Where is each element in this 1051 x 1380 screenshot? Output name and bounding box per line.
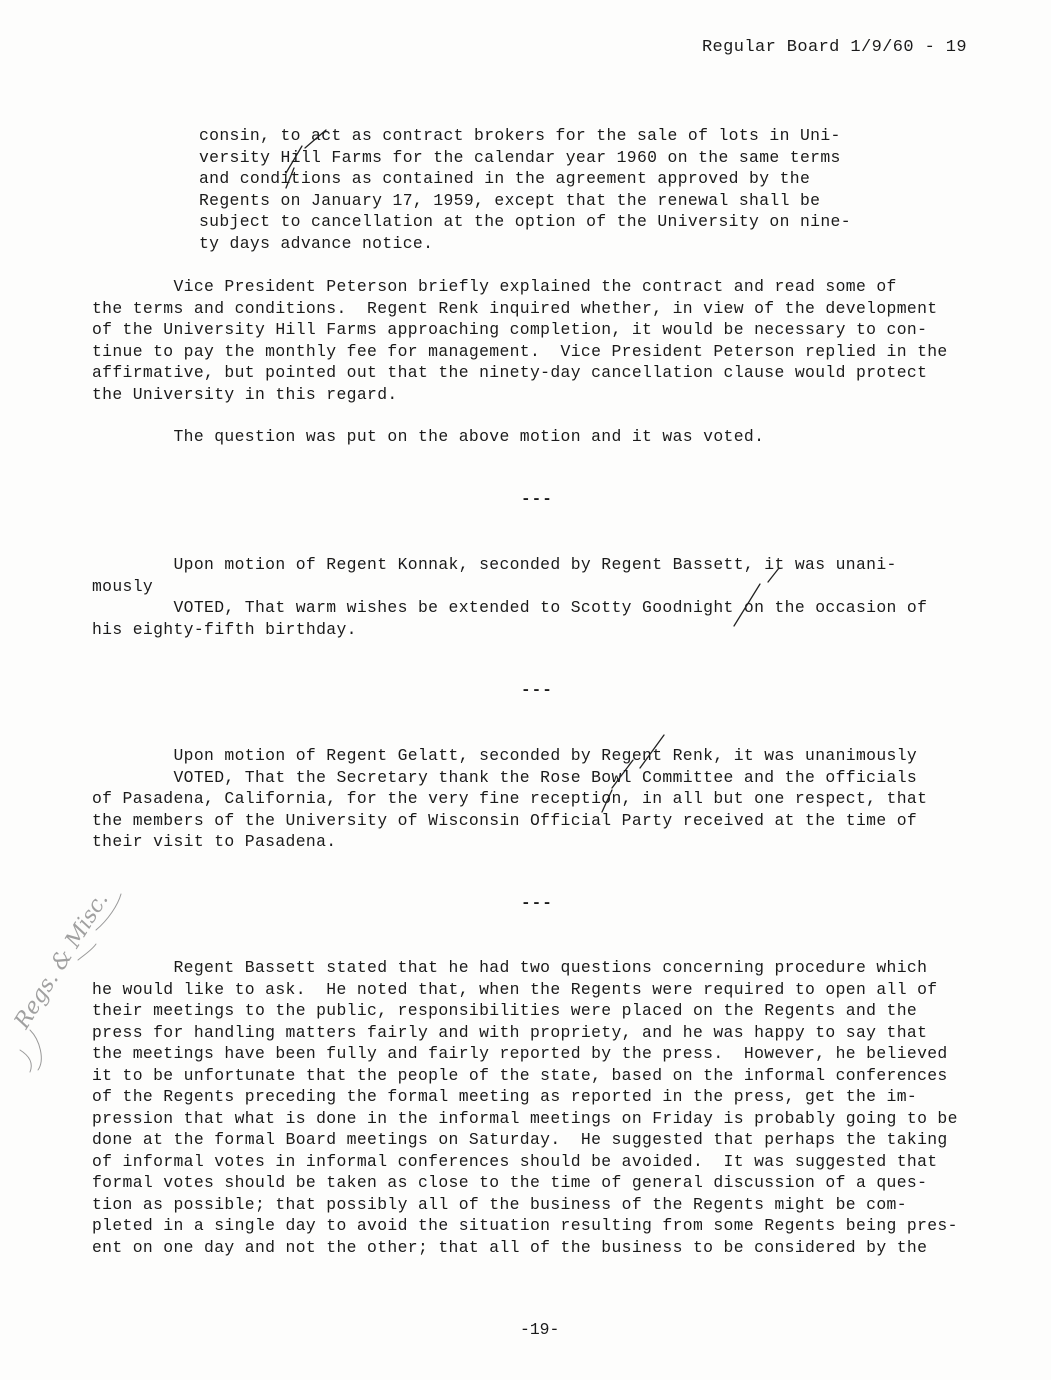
margin-scribble	[30, 1030, 41, 1070]
handwritten-margin-note: Regs. & Misc.	[10, 887, 114, 1034]
paragraph-contract-brokers: consin, to act as contract brokers for the sale of lots in Uni- versity Hill Farms for the calendar year 1960 on the same terms and conditions as contained in the agreement approved by the Regents on January 17, 1959, except that the renewal shall be subject to cancellation at the option of the University on nine- ty days advance notice.	[199, 126, 851, 253]
section-separator: ---	[521, 894, 553, 912]
margin-scribble	[20, 1050, 31, 1072]
paragraph-motion-voted: The question was put on the above motion and it was voted.	[92, 427, 765, 446]
page-number: -19-	[520, 1320, 560, 1339]
section-separator: ---	[521, 490, 553, 508]
page-header: Regular Board 1/9/60 - 19	[701, 38, 967, 57]
section-separator: ---	[521, 681, 553, 699]
paragraph-goodnight-birthday: Upon motion of Regent Konnak, seconded by Regent Bassett, it was unani- mously VOTED, That warm wishes be extended to Scotty Goodnight on the occasion of his eighty-fifth birthday.	[92, 555, 928, 639]
paragraph-rose-bowl-thanks: Upon motion of Regent Gelatt, seconded by Regent Renk, it was unanimously VOTED, That the Secretary thank the Rose Bowl Committee and the officials of Pasadena, California, for the very fine reception, in all but one respect, that the members of the University of Wisconsin Official Party received at the time of their visit to Pasadena.	[92, 746, 928, 851]
paragraph-peterson-explanation: Vice President Peterson briefly explained the contract and read some of the terms and conditions. Regent Renk inquired whether, in view of the development of the University Hill Farms approaching completion, it would be necessary to con- tinue to pay the monthly fee for management. Vice President Peterson replied in the affirmative, but pointed out that the ninety-day cancellation clause would protect the University in this regard.	[92, 277, 948, 404]
paragraph-bassett-procedure: Regent Bassett stated that he had two questions concerning procedure which he would like to ask. He noted that, when the Regents were required to open all of their meetings to the public, responsibilities were placed on the Regents and the press for handling matters fairly and with propriety, and he was happy to say that the meetings have been fully and fairly reported by the press. However, he believed it to be unfortunate that the people of the state, based on the informal conferences of the Regents preceding the formal meeting as reported in the press, get the im- pression that what is done in the informal meetings on Friday is probably going to be done at the formal Board meetings on Saturday. He suggested that perhaps the taking of informal votes in informal conferences should be avoided. It was suggested that formal votes should be taken as close to the time of general discussion of a ques- tion as possible; that possibly all of the business of the Regents might be com- pleted in a single day to avoid the situation resulting from some Regents being pres- ent on one day and not the other; that all of the business to be considered by the	[92, 958, 958, 1257]
